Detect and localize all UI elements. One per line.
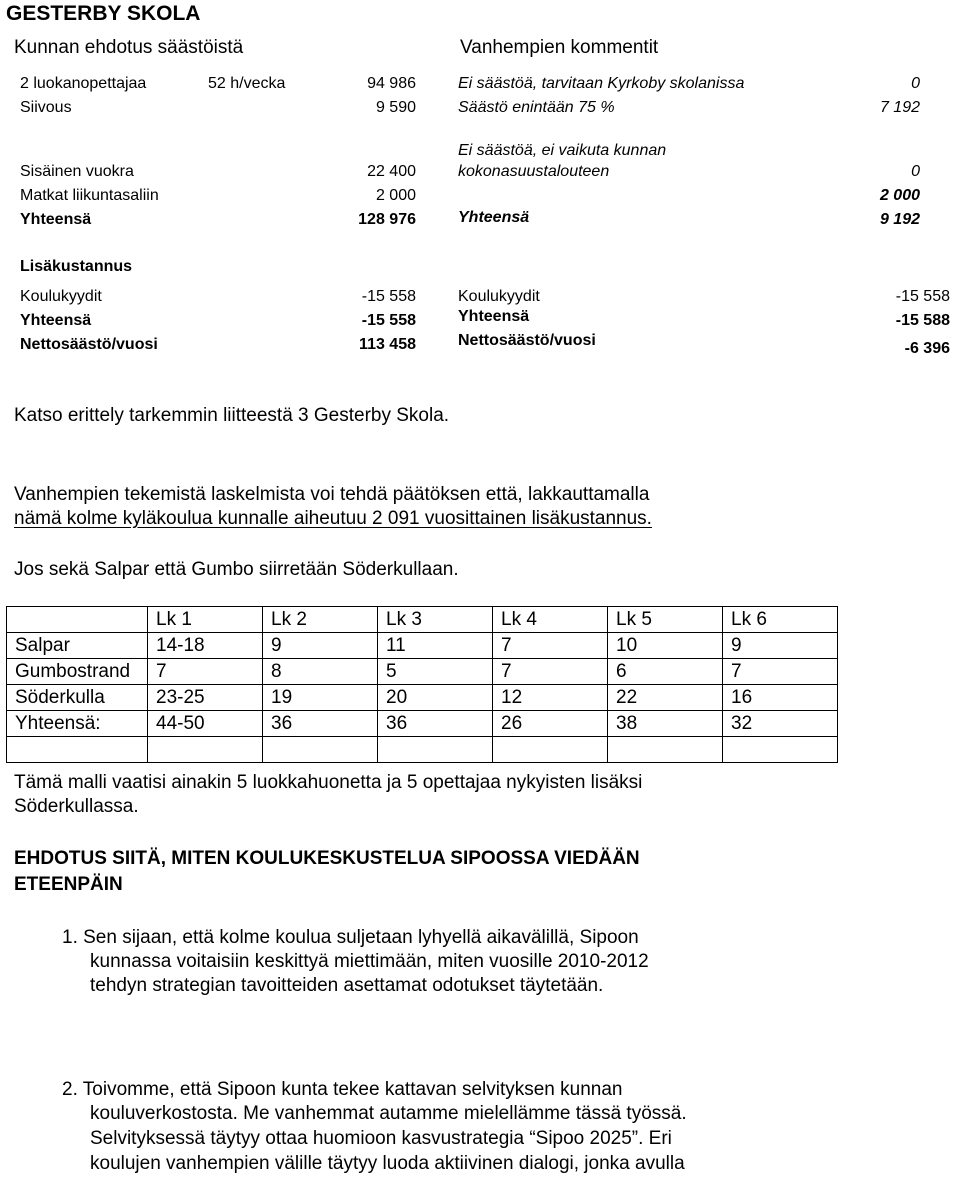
additional-label-transport: Koulukyydit xyxy=(20,288,102,305)
proposal-heading-line2: ETEENPÄIN xyxy=(14,874,123,895)
comment-rent-line1: Ei säästöä, ei vaikuta kunnan xyxy=(458,142,667,159)
table-cell: 38 xyxy=(608,711,723,737)
parents-calc-line2: nämä kolme kyläkoulua kunnalle aiheutuu 2 091 vuosittainen lisäkustannus. xyxy=(14,508,652,529)
list-item-2-line1: 2. Toivomme, että Sipoon kunta tekee kattavan selvityksen kunnan xyxy=(62,1079,623,1100)
see-details-note: Katso erittely tarkemmin liitteestä 3 Gesterby Skola. xyxy=(14,405,450,426)
savings-value-teachers: 94 986 xyxy=(367,75,416,92)
list-item-2-line2: kouluverkostosta. Me vanhemmat autamme mielellämme tässä työssä. xyxy=(90,1103,687,1124)
savings-label-rent: Sisäinen vuokra xyxy=(20,163,134,180)
table-row xyxy=(7,659,838,685)
list-item-2-line3: Selvityksessä täytyy ottaa huomioon kasvustrategia “Sipoo 2025”. Eri xyxy=(90,1128,672,1149)
table-cell: 11 xyxy=(378,633,493,659)
table-header-cell: Lk 3 xyxy=(378,607,493,633)
comment-value-teachers: 0 xyxy=(911,75,920,92)
table-cell xyxy=(378,737,493,763)
table-cell: 23-25 xyxy=(148,685,263,711)
comment-value-trips: 2 000 xyxy=(879,187,920,204)
table-cell: 8 xyxy=(263,659,378,685)
additional-total-value: -15 558 xyxy=(361,312,416,329)
additional-comment-total-value: -15 588 xyxy=(895,312,950,329)
table-cell: 7 xyxy=(493,659,608,685)
savings-label-teachers: 2 luokanopettajaa xyxy=(20,75,147,92)
table-cell: 12 xyxy=(493,685,608,711)
comment-rent-line2: kokonasuustalouteen xyxy=(458,163,610,180)
additional-comment-transport: Koulukyydit xyxy=(458,288,540,305)
net-saving-label: Nettosäästö/vuosi xyxy=(20,336,158,353)
table-cell: 36 xyxy=(378,711,493,737)
list-item-1-line1: 1. Sen sijaan, että kolme koulua suljetaan lyhyellä aikavälillä, Sipoon xyxy=(62,927,639,948)
table-cell: 10 xyxy=(608,633,723,659)
comment-cleaning: Säästö enintään 75 % xyxy=(458,99,615,116)
table-cell: 36 xyxy=(263,711,378,737)
table-row xyxy=(7,685,838,711)
list-item-1-line3: tehdyn strategian tavoitteiden asettamat odotukset täytetään. xyxy=(90,975,604,996)
savings-label-cleaning: Siivous xyxy=(20,99,72,116)
table-cell: Söderkulla xyxy=(7,685,148,711)
table-header-row xyxy=(7,607,838,633)
table-cell: 9 xyxy=(263,633,378,659)
table-cell: Yhteensä: xyxy=(7,711,148,737)
table-cell: 9 xyxy=(723,633,838,659)
table-cell: 16 xyxy=(723,685,838,711)
additional-total-label: Yhteensä xyxy=(20,312,92,329)
savings-value-trips: 2 000 xyxy=(375,187,416,204)
comment-value-rent: 0 xyxy=(911,163,920,180)
table-cell: Salpar xyxy=(7,633,148,659)
additional-value-transport: -15 558 xyxy=(361,288,416,305)
table-cell: 6 xyxy=(608,659,723,685)
table-cell: 26 xyxy=(493,711,608,737)
table-cell xyxy=(263,737,378,763)
model-note-line2: Söderkullassa. xyxy=(14,796,139,817)
table-row xyxy=(7,633,838,659)
table-cell: 20 xyxy=(378,685,493,711)
right-column-heading: Vanhempien kommentit xyxy=(460,37,659,58)
table-header-cell: Lk 6 xyxy=(723,607,838,633)
additional-comment-total-label: Yhteensä xyxy=(458,308,530,325)
table-cell: 32 xyxy=(723,711,838,737)
table-row xyxy=(7,711,838,737)
table-cell: Gumbostrand xyxy=(7,659,148,685)
page-title: GESTERBY SKOLA xyxy=(6,2,201,25)
savings-value-cleaning: 9 590 xyxy=(375,99,416,116)
savings-extra-hours: 52 h/vecka xyxy=(208,75,286,92)
table-header-cell: Lk 4 xyxy=(493,607,608,633)
table-cell: 19 xyxy=(263,685,378,711)
net-saving-value: 113 458 xyxy=(359,336,416,353)
comment-value-cleaning: 7 192 xyxy=(879,99,920,116)
additional-comment-value-transport: -15 558 xyxy=(895,288,950,305)
table-cell xyxy=(608,737,723,763)
table-header-cell: Lk 2 xyxy=(263,607,378,633)
table-cell: 5 xyxy=(378,659,493,685)
move-schools-note: Jos sekä Salpar että Gumbo siirretään Söderkullaan. xyxy=(14,559,459,580)
class-size-table xyxy=(6,606,838,763)
table-cell: 7 xyxy=(148,659,263,685)
parents-calc-line1: Vanhempien tekemistä laskelmista voi tehdä päätöksen että, lakkauttamalla xyxy=(14,484,650,505)
table-cell: 22 xyxy=(608,685,723,711)
model-note-line1: Tämä malli vaatisi ainakin 5 luokkahuonetta ja 5 opettajaa nykyisten lisäksi xyxy=(14,772,643,793)
table-header-cell: Lk 5 xyxy=(608,607,723,633)
table-cell xyxy=(723,737,838,763)
list-item-1-line2: kunnassa voitaisiin keskittyä miettimään, miten vuosille 2010-2012 xyxy=(90,951,649,972)
table-empty-row xyxy=(7,737,838,763)
list-item-2-line4: koulujen vanhempien välille täytyy luoda aktiivinen dialogi, jonka avulla xyxy=(90,1153,685,1174)
additional-heading: Lisäkustannus xyxy=(20,258,133,275)
table-cell xyxy=(148,737,263,763)
table-cell: 44-50 xyxy=(148,711,263,737)
savings-total-value: 128 976 xyxy=(358,211,416,228)
net-saving-comment-value: -6 396 xyxy=(904,340,950,357)
savings-label-trips: Matkat liikuntasaliin xyxy=(20,187,159,204)
table-cell: 7 xyxy=(493,633,608,659)
left-column-heading: Kunnan ehdotus säästöistä xyxy=(14,37,244,58)
table-cell xyxy=(493,737,608,763)
comment-total-label: Yhteensä xyxy=(458,209,530,226)
table-cell xyxy=(7,737,148,763)
net-saving-comment-label: Nettosäästö/vuosi xyxy=(458,332,596,349)
table-cell: 7 xyxy=(723,659,838,685)
table-cell: 14-18 xyxy=(148,633,263,659)
proposal-heading-line1: EHDOTUS SIITÄ, MITEN KOULUKESKUSTELUA SIPOOSSA VIEDÄÄN xyxy=(14,848,640,869)
comment-teachers: Ei säästöä, tarvitaan Kyrkoby skolanissa xyxy=(458,75,745,92)
table-header-cell xyxy=(7,607,148,633)
comment-total-value: 9 192 xyxy=(879,211,920,228)
table-header-cell: Lk 1 xyxy=(148,607,263,633)
savings-value-rent: 22 400 xyxy=(367,163,416,180)
savings-total-label: Yhteensä xyxy=(20,211,92,228)
